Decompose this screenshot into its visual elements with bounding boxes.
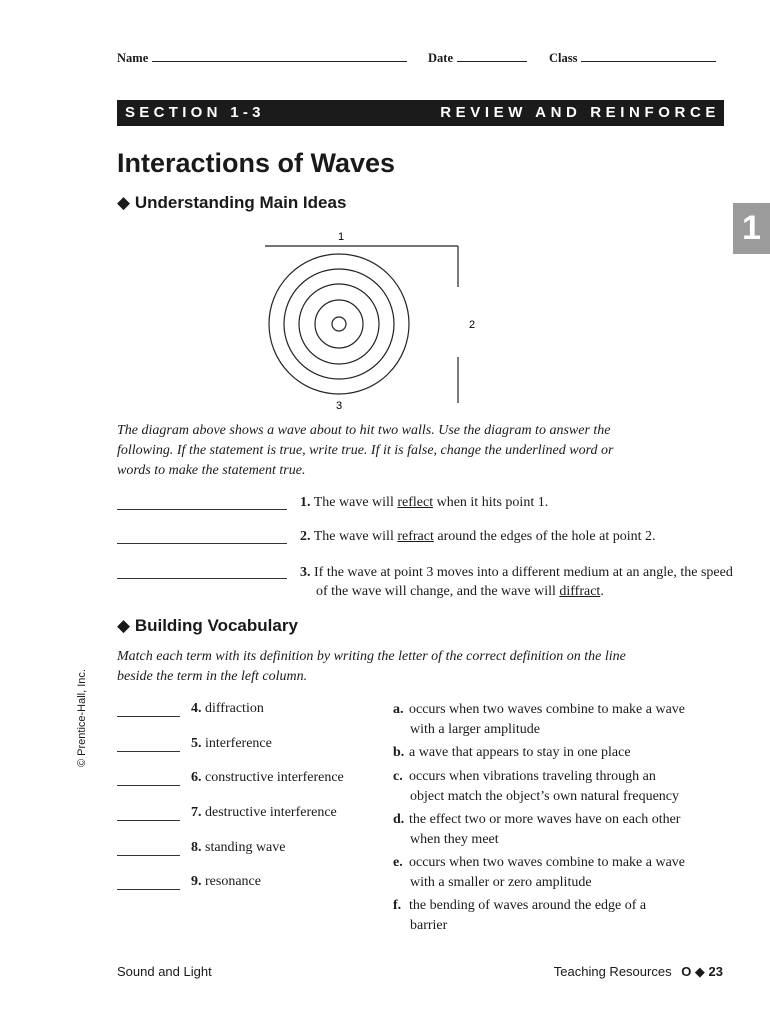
class-line[interactable] (581, 50, 716, 62)
term-answer-line[interactable] (117, 889, 180, 890)
definition-text: the effect two or more waves have on each other (409, 812, 681, 827)
question-number: 1. (300, 495, 311, 510)
chapter-tab: 1 (733, 203, 770, 254)
understanding-heading-text: Understanding Main Ideas (134, 193, 347, 212)
vocabulary-heading-text: Building Vocabulary (134, 616, 298, 635)
question-text: The wave will (313, 529, 398, 544)
definition-d (393, 810, 733, 850)
definition-text: barrier (410, 918, 448, 933)
point-1-label: 1 (337, 231, 345, 243)
question-text: when it hits point 1. (433, 495, 549, 510)
term-number: 8. (191, 840, 202, 855)
wave-ring (315, 300, 363, 348)
term-number: 9. (191, 874, 202, 889)
definition-text: when they meet (410, 832, 499, 847)
term-text: interference (205, 736, 272, 751)
footer-page (554, 964, 723, 980)
definition-c (393, 767, 733, 807)
definition-letter: d. (393, 812, 405, 827)
term-answer-line[interactable] (117, 751, 180, 752)
answer-line-1[interactable] (117, 509, 287, 510)
definition-letter: a. (393, 702, 404, 717)
term-answer-line[interactable] (117, 716, 180, 717)
question-text: around the edges of the hole at point 2. (433, 529, 656, 544)
question-2 (300, 527, 730, 546)
date-line[interactable] (457, 50, 527, 62)
definition-text: object match the object’s own natural frequency (410, 789, 680, 804)
definition-e (393, 853, 733, 893)
underlined-term: reflect (397, 495, 434, 510)
date-label: Date (428, 51, 453, 65)
diamond-bullet-icon: ◆ (117, 616, 131, 635)
definition-b (393, 743, 733, 763)
definition-text: occurs when two waves combine to make a wave (409, 702, 686, 717)
definition-letter: b. (393, 745, 405, 760)
term-number: 7. (191, 805, 202, 820)
definition-letter: e. (393, 855, 403, 870)
term-number: 6. (191, 770, 202, 785)
definition-text: occurs when two waves combine to make a wave (409, 855, 686, 870)
term-9 (191, 874, 261, 890)
class-field[interactable] (549, 50, 716, 66)
answer-line-2[interactable] (117, 543, 287, 544)
term-7 (191, 805, 337, 821)
underlined-term: refract (397, 529, 434, 544)
term-8 (191, 840, 285, 856)
definition-text: occurs when vibrations traveling through an (409, 769, 656, 784)
definition-a (393, 700, 733, 740)
question-number: 3. (300, 565, 311, 580)
vocabulary-heading (117, 616, 298, 636)
term-answer-line[interactable] (117, 855, 180, 856)
definition-letter: c. (393, 769, 403, 784)
name-line[interactable] (152, 50, 407, 62)
definition-text: with a smaller or zero amplitude (410, 875, 592, 890)
term-text: resonance (205, 874, 261, 889)
underlined-term: diffract (559, 584, 601, 599)
wave-ring (284, 269, 394, 379)
question-text: . (600, 584, 604, 599)
page-title: Interactions of Waves (117, 148, 396, 178)
term-text: diffraction (205, 701, 264, 716)
section-bar (117, 100, 724, 126)
understanding-instructions: The diagram above shows a wave about to hit two walls. Use the diagram to answer the following. If the statement is true, write true. If it is false, change the underlined word or words to make the statement true. (117, 423, 614, 478)
vocabulary-instructions: Match each term with its definition by writing the letter of the correct definition on the line beside the term in the left column. (117, 649, 626, 684)
term-text: destructive interference (205, 805, 337, 820)
question-1 (300, 493, 730, 512)
copyright-notice: © Prentice-Hall, Inc. (76, 669, 88, 767)
definition-text: a wave that appears to stay in one place (409, 745, 631, 760)
definition-letter: f. (393, 898, 402, 913)
question-3 (300, 563, 744, 601)
section-number: SECTION 1-3 (125, 104, 265, 121)
definition-f (393, 896, 733, 936)
wave-source (332, 317, 346, 331)
term-answer-line[interactable] (117, 820, 180, 821)
term-number: 4. (191, 701, 202, 716)
question-text: If the wave at point 3 moves into a different medium at an angle, the speed of the wave will change, and the wave will (314, 565, 733, 599)
diamond-bullet-icon: ◆ (117, 193, 131, 212)
term-4 (191, 701, 264, 717)
name-field[interactable] (117, 50, 407, 66)
term-5 (191, 736, 272, 752)
point-2-label: 2 (469, 319, 476, 331)
term-text: standing wave (205, 840, 286, 855)
footer-page-number: O ◆ 23 (681, 964, 723, 979)
class-label: Class (549, 51, 578, 65)
understanding-heading (117, 193, 346, 213)
date-field[interactable] (428, 50, 527, 66)
point-3-label: 3 (335, 400, 343, 412)
question-number: 2. (300, 529, 311, 544)
section-type: REVIEW AND REINFORCE (440, 104, 720, 121)
term-answer-line[interactable] (117, 785, 180, 786)
term-6 (191, 770, 344, 786)
footer-resource: Teaching Resources (553, 964, 672, 979)
term-number: 5. (191, 736, 202, 751)
wave-ring (299, 284, 379, 364)
term-text: constructive interference (205, 770, 344, 785)
footer-chapter: Sound and Light (117, 964, 212, 979)
question-text: The wave will (313, 495, 398, 510)
definition-text: with a larger amplitude (410, 722, 540, 737)
name-label: Name (117, 51, 149, 65)
wave-ring (269, 254, 409, 394)
wave-diagram (255, 225, 485, 415)
definition-text: the bending of waves around the edge of a (409, 898, 647, 913)
answer-line-3[interactable] (117, 578, 287, 579)
